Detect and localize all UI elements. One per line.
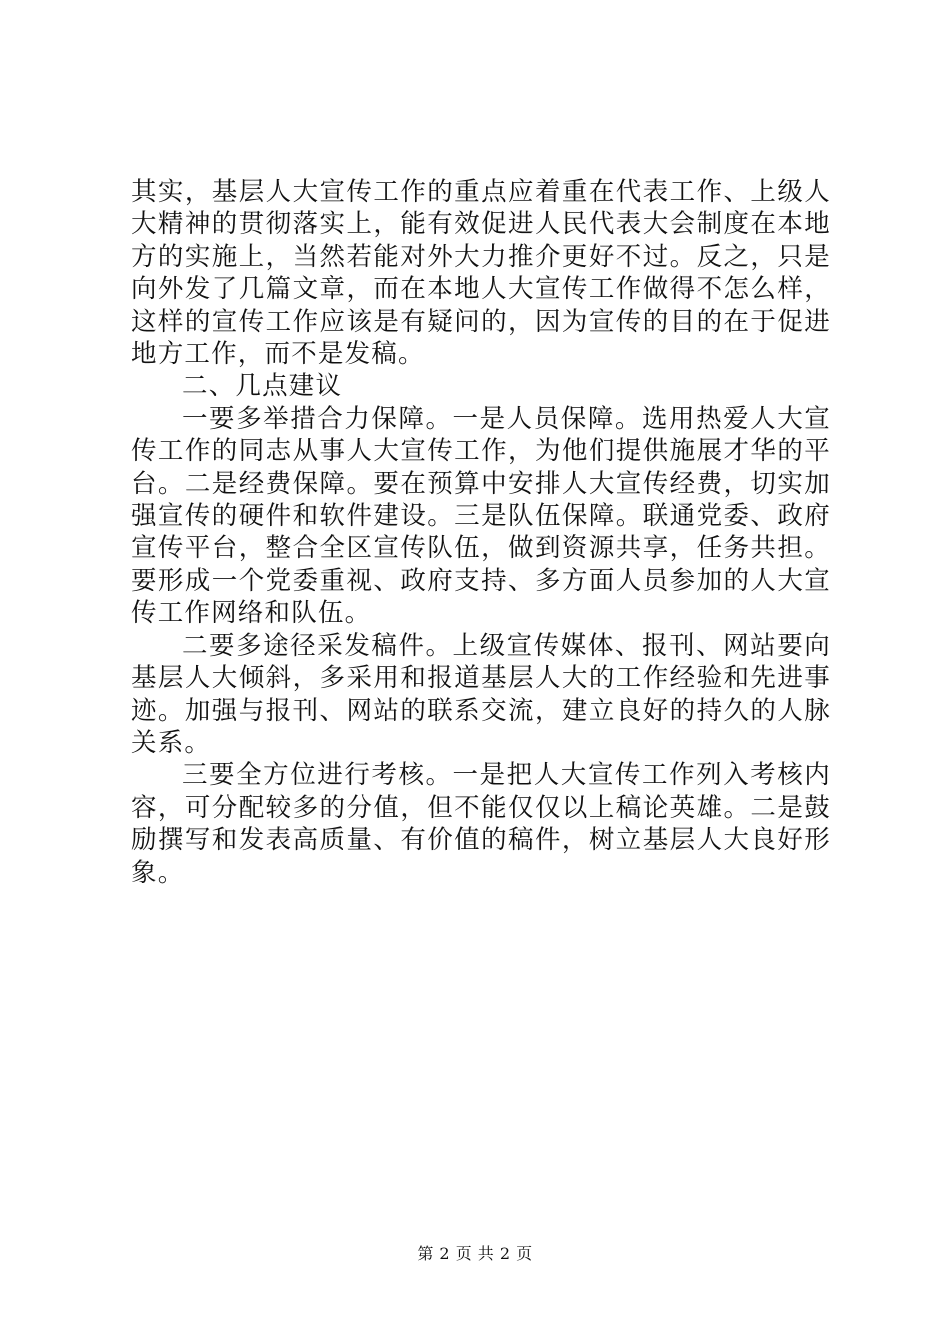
section-heading: 二、几点建议 xyxy=(182,371,343,402)
paragraph-4: 三要全方位进行考核。一是把人大宣传工作列入考核内容，可分配较多的分值，但不能仅仅以上稿论英雄。二是鼓励撰写和发表高质量、有价值的稿件，树立基层人大良好形象。 xyxy=(131,760,831,888)
paragraph-3: 二要多途径采发稿件。上级宣传媒体、报刊、网站要向基层人大倾斜，多采用和报道基层人大的工作经验和先进事迹。加强与报刊、网站的联系交流，建立良好的持久的人脉关系。 xyxy=(131,630,831,758)
page-footer xyxy=(0,1244,950,1264)
paragraph-1: 其实，基层人大宣传工作的重点应着重在代表工作、上级人大精神的贯彻落实上，能有效促进人民代表大会制度在本地方的实施上，当然若能对外大力推介更好不过。反之，只是向外发了几篇文章，而在本地人大宣传工作做得不怎么样，这样的宣传工作应该是有疑问的，因为宣传的目的在于促进地方工作，而不是发稿。 xyxy=(131,177,831,370)
page-number: 第 2 页 共 2 页 xyxy=(417,1244,533,1263)
paragraph-2: 一要多举措合力保障。一是人员保障。选用热爱人大宣传工作的同志从事人大宣传工作，为他们提供施展才华的平台。二是经费保障。要在预算中安排人大宣传经费，切实加强宣传的硬件和软件建设。三是队伍保障。联通党委、政府宣传平台，整合全区宣传队伍，做到资源共享，任务共担。要形成一个党委重视、政府支持、多方面人员参加的人大宣传工作网络和队伍。 xyxy=(131,403,831,629)
document-body xyxy=(131,176,831,889)
